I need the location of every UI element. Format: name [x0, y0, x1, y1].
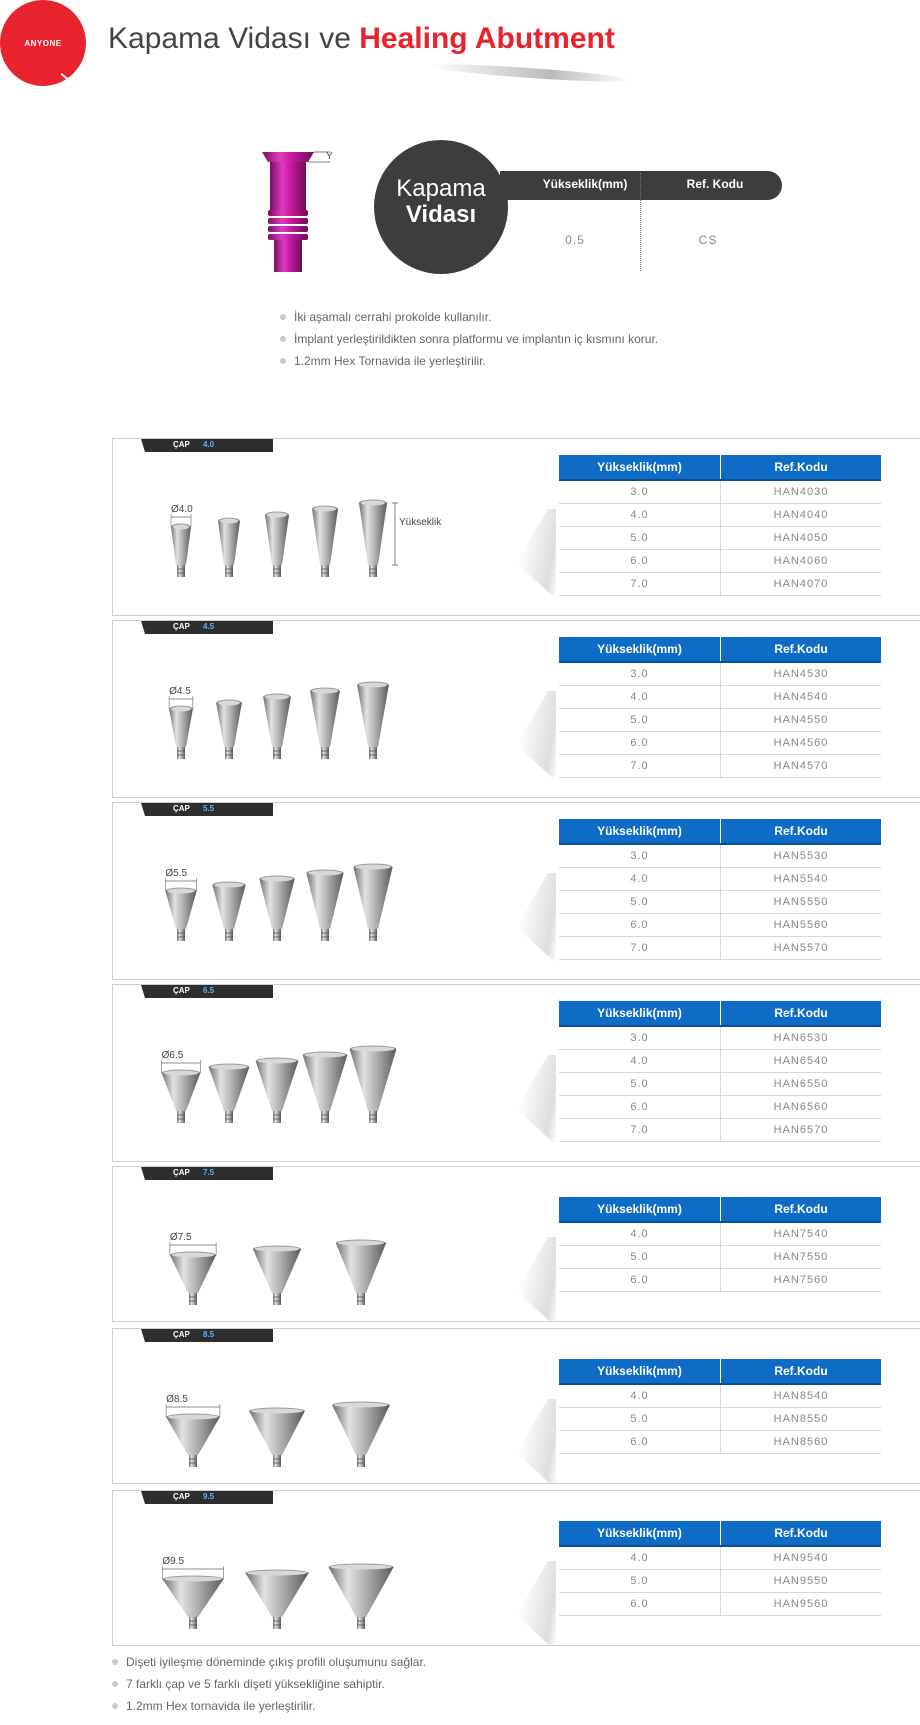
diameter-label: Ø5.5: [165, 868, 188, 879]
diameter-tab-label: ÇAP: [173, 804, 190, 813]
abutment-figure: [212, 882, 245, 942]
cover-screw-col-ref: Ref. Kodu: [686, 177, 744, 191]
table-row: [559, 1384, 881, 1408]
cover-screw-image: [254, 150, 334, 278]
table-row: [559, 891, 881, 914]
diameter-tab: [145, 1167, 273, 1180]
ref-code-cell: HAN5570: [721, 937, 882, 960]
cover-screw-dim-label: Y: [326, 151, 333, 162]
height-dimension-label: Yükseklik: [399, 517, 442, 528]
page-title: [108, 22, 615, 56]
height-cell: 5.0: [559, 891, 721, 914]
column-header-ref: Ref.Kodu: [721, 1001, 882, 1026]
height-cell: 6.0: [559, 732, 721, 755]
abutment-figure: [350, 1046, 397, 1124]
spec-table: [559, 1521, 881, 1616]
spec-table-header-row: [559, 1521, 881, 1546]
diameter-tab: [145, 1329, 273, 1342]
ref-code-cell: HAN6570: [721, 1119, 882, 1142]
diameter-label: Ø6.5: [161, 1050, 184, 1061]
abutment-figure: [310, 688, 340, 760]
abutment-figure: [245, 1570, 308, 1630]
table-row: [559, 1026, 881, 1050]
table-row: [559, 1431, 881, 1454]
spec-table-header-row: [559, 637, 881, 662]
healing-panel: [112, 984, 920, 1162]
bullet-item: İmplant yerleştirildikten sonra platformu ve implantın iç kısmını korur.: [280, 328, 658, 350]
ref-code-cell: HAN5540: [721, 868, 882, 891]
spec-table: [559, 455, 881, 596]
diameter-tab-label: ÇAP: [173, 622, 190, 631]
ref-code-cell: HAN7560: [721, 1269, 882, 1292]
spec-table-header-row: [559, 455, 881, 480]
healing-panel: [112, 438, 920, 616]
height-cell: 3.0: [559, 1026, 721, 1050]
abutment-figure: [336, 1240, 386, 1306]
diameter-label: Ø4.5: [169, 686, 191, 697]
abutment-figure: [332, 1402, 390, 1468]
healing-panel: [112, 1166, 920, 1322]
abutment-figure: [169, 686, 193, 759]
ref-code-cell: HAN4560: [721, 732, 882, 755]
ref-code-cell: HAN6530: [721, 1026, 882, 1050]
bullet-item: İki aşamalı cerrahi prokolde kullanılır.: [280, 306, 658, 328]
cover-screw-divider: [640, 173, 641, 271]
spec-table: [559, 1359, 881, 1454]
table-row: [559, 686, 881, 709]
cover-screw-ref-value: CS: [698, 233, 718, 247]
ref-code-cell: HAN7540: [721, 1222, 882, 1246]
abutment-figure: [162, 1050, 201, 1123]
diameter-tab-value: 7.5: [203, 1168, 215, 1177]
ref-code-cell: HAN4060: [721, 550, 882, 573]
height-cell: 6.0: [559, 1431, 721, 1454]
column-header-height: Yükseklik(mm): [559, 819, 721, 844]
diameter-tab-value: 8.5: [203, 1330, 215, 1339]
column-header-height: Yükseklik(mm): [559, 1197, 721, 1222]
table-row: [559, 1119, 881, 1142]
cover-screw-height-value: 0.5: [565, 233, 585, 247]
diameter-tab-value: 5.5: [203, 804, 215, 813]
diameter-tab: [145, 1491, 273, 1504]
ref-code-cell: HAN5530: [721, 844, 882, 868]
table-row: [559, 1408, 881, 1431]
ref-code-cell: HAN4070: [721, 573, 882, 596]
height-cell: 3.0: [559, 662, 721, 686]
page-title-part2: Healing Abutment: [359, 22, 615, 55]
ref-code-cell: HAN9560: [721, 1593, 882, 1616]
abutment-figure: [303, 1052, 348, 1124]
ref-code-cell: HAN5560: [721, 914, 882, 937]
table-row: [559, 1546, 881, 1570]
height-cell: 5.0: [559, 527, 721, 550]
table-row: [559, 1269, 881, 1292]
height-cell: 6.0: [559, 1593, 721, 1616]
column-header-height: Yükseklik(mm): [559, 455, 721, 480]
bullet-item: 1.2mm Hex tornavida ile yerleştirilir.: [112, 1695, 426, 1717]
diameter-label: Ø8.5: [166, 1394, 188, 1405]
spec-table: [559, 637, 881, 778]
height-cell: 5.0: [559, 709, 721, 732]
ref-code-cell: HAN5550: [721, 891, 882, 914]
table-row: [559, 914, 881, 937]
height-cell: 4.0: [559, 504, 721, 527]
ref-code-cell: HAN9550: [721, 1570, 882, 1593]
healing-panel: [112, 1490, 920, 1646]
height-cell: 5.0: [559, 1570, 721, 1593]
spec-table: [559, 1197, 881, 1292]
ref-code-cell: HAN4040: [721, 504, 882, 527]
cover-screw-col-height: Yükseklik(mm): [542, 177, 628, 191]
column-header-height: Yükseklik(mm): [559, 1521, 721, 1546]
brand-logo: [0, 0, 86, 86]
cover-screw-title-line1: Kapama: [396, 175, 486, 202]
diameter-tab-value: 9.5: [203, 1492, 215, 1501]
diameter-tab-value: 4.0: [203, 440, 215, 449]
height-cell: 4.0: [559, 1546, 721, 1570]
height-cell: 7.0: [559, 1119, 721, 1142]
diameter-tab-label: ÇAP: [173, 1330, 190, 1339]
table-row: [559, 1073, 881, 1096]
spec-table-header-row: [559, 1197, 881, 1222]
height-cell: 6.0: [559, 914, 721, 937]
height-cell: 6.0: [559, 550, 721, 573]
abutment-figure: [357, 682, 389, 760]
table-row: [559, 1222, 881, 1246]
healing-panel: [112, 1328, 920, 1484]
healing-panel: [112, 802, 920, 980]
abutment-figure: [359, 500, 442, 578]
abutment-figure: [170, 1232, 216, 1305]
height-cell: 4.0: [559, 1384, 721, 1408]
abutment-figure: [263, 694, 291, 760]
brand-logo-text: ANYONE: [24, 38, 62, 48]
diameter-tab-label: ÇAP: [173, 986, 190, 995]
height-cell: 3.0: [559, 844, 721, 868]
column-header-ref: Ref.Kodu: [721, 455, 882, 480]
ref-code-cell: HAN9540: [721, 1546, 882, 1570]
ref-code-cell: HAN8540: [721, 1384, 882, 1408]
title-swoosh-decoration: [430, 61, 630, 85]
height-cell: 4.0: [559, 686, 721, 709]
healing-bullet-list: [112, 1651, 426, 1717]
ref-code-cell: HAN6550: [721, 1073, 882, 1096]
abutment-figure: [265, 512, 289, 578]
spec-table: [559, 819, 881, 960]
abutment-figure: [256, 1058, 299, 1124]
spec-table-header-row: [559, 819, 881, 844]
abutment-figure: [171, 504, 193, 577]
ref-code-cell: HAN4540: [721, 686, 882, 709]
table-row: [559, 1050, 881, 1073]
table-row: [559, 1593, 881, 1616]
height-cell: 4.0: [559, 1050, 721, 1073]
table-row: [559, 1096, 881, 1119]
diameter-tab: [145, 439, 273, 452]
cover-screw-title-line2: Vidası: [405, 201, 477, 228]
column-header-height: Yükseklik(mm): [559, 1001, 721, 1026]
diameter-tab-value: 6.5: [203, 986, 215, 995]
spec-table-header-row: [559, 1359, 881, 1384]
ref-code-cell: HAN6560: [721, 1096, 882, 1119]
table-row: [559, 504, 881, 527]
cover-screw-title-circle: [374, 140, 508, 274]
height-cell: 5.0: [559, 1408, 721, 1431]
abutment-figure: [216, 700, 242, 760]
abutment-figure: [209, 1064, 250, 1124]
diameter-tab: [145, 621, 273, 634]
table-row: [559, 709, 881, 732]
diameter-tab-label: ÇAP: [173, 1492, 190, 1501]
ref-code-cell: HAN8550: [721, 1408, 882, 1431]
column-header-ref: Ref.Kodu: [721, 1359, 882, 1384]
height-cell: 7.0: [559, 755, 721, 778]
ref-code-cell: HAN4550: [721, 709, 882, 732]
abutment-figure: [162, 1556, 223, 1629]
abutment-figure: [306, 870, 343, 942]
column-header-height: Yükseklik(mm): [559, 1359, 721, 1384]
ref-code-cell: HAN8560: [721, 1431, 882, 1454]
ref-code-cell: HAN6540: [721, 1050, 882, 1073]
spec-table-header-row: [559, 1001, 881, 1026]
diameter-tab: [145, 985, 273, 998]
abutment-figure: [253, 1246, 301, 1306]
table-row: [559, 732, 881, 755]
logo-mark: [61, 73, 70, 81]
column-header-height: Yükseklik(mm): [559, 637, 721, 662]
abutment-figure: [353, 864, 392, 942]
ref-code-cell: HAN4570: [721, 755, 882, 778]
ref-code-cell: HAN4050: [721, 527, 882, 550]
column-header-ref: Ref.Kodu: [721, 1197, 882, 1222]
diameter-tab: [145, 803, 273, 816]
column-header-ref: Ref.Kodu: [721, 637, 882, 662]
abutment-figure: [249, 1408, 305, 1468]
height-cell: 3.0: [559, 480, 721, 504]
abutment-figure: [166, 1394, 220, 1467]
bullet-item: 7 farklı çap ve 5 farklı dişeti yüksekliğine sahiptir.: [112, 1673, 426, 1695]
ref-code-cell: HAN7550: [721, 1246, 882, 1269]
abutment-figure: [312, 506, 338, 578]
table-row: [559, 1570, 881, 1593]
diameter-tab-label: ÇAP: [173, 440, 190, 449]
diameter-label: Ø9.5: [162, 1556, 185, 1567]
height-cell: 6.0: [559, 1096, 721, 1119]
column-header-ref: Ref.Kodu: [721, 819, 882, 844]
table-row: [559, 1246, 881, 1269]
height-cell: 4.0: [559, 1222, 721, 1246]
bullet-item: 1.2mm Hex Tornavida ile yerleştirilir.: [280, 350, 658, 372]
table-row: [559, 868, 881, 891]
abutment-figure: [259, 876, 294, 942]
table-row: [559, 937, 881, 960]
spec-table: [559, 1001, 881, 1142]
bullet-item: Dişeti iyileşme döneminde çıkış profili oluşumunu sağlar.: [112, 1651, 426, 1673]
column-header-ref: Ref.Kodu: [721, 1521, 882, 1546]
table-row: [559, 550, 881, 573]
diameter-tab-value: 4.5: [203, 622, 215, 631]
ref-code-cell: HAN4530: [721, 662, 882, 686]
table-row: [559, 480, 881, 504]
table-row: [559, 573, 881, 596]
abutment-figure: [165, 868, 196, 941]
ref-code-cell: HAN4030: [721, 480, 882, 504]
table-row: [559, 662, 881, 686]
table-row: [559, 527, 881, 550]
diameter-label: Ø7.5: [169, 1232, 192, 1243]
abutment-figure: [218, 518, 240, 578]
height-cell: 5.0: [559, 1073, 721, 1096]
healing-panel: [112, 620, 920, 798]
cover-screw-bullet-list: [280, 306, 658, 372]
height-cell: 7.0: [559, 573, 721, 596]
diameter-tab-label: ÇAP: [173, 1168, 190, 1177]
diameter-label: Ø4.0: [171, 504, 193, 515]
height-cell: 6.0: [559, 1269, 721, 1292]
height-cell: 4.0: [559, 868, 721, 891]
table-row: [559, 844, 881, 868]
height-cell: 5.0: [559, 1246, 721, 1269]
abutment-figure: [328, 1564, 393, 1630]
page-title-part1: Kapama Vidası ve: [108, 22, 360, 55]
height-cell: 7.0: [559, 937, 721, 960]
table-row: [559, 755, 881, 778]
